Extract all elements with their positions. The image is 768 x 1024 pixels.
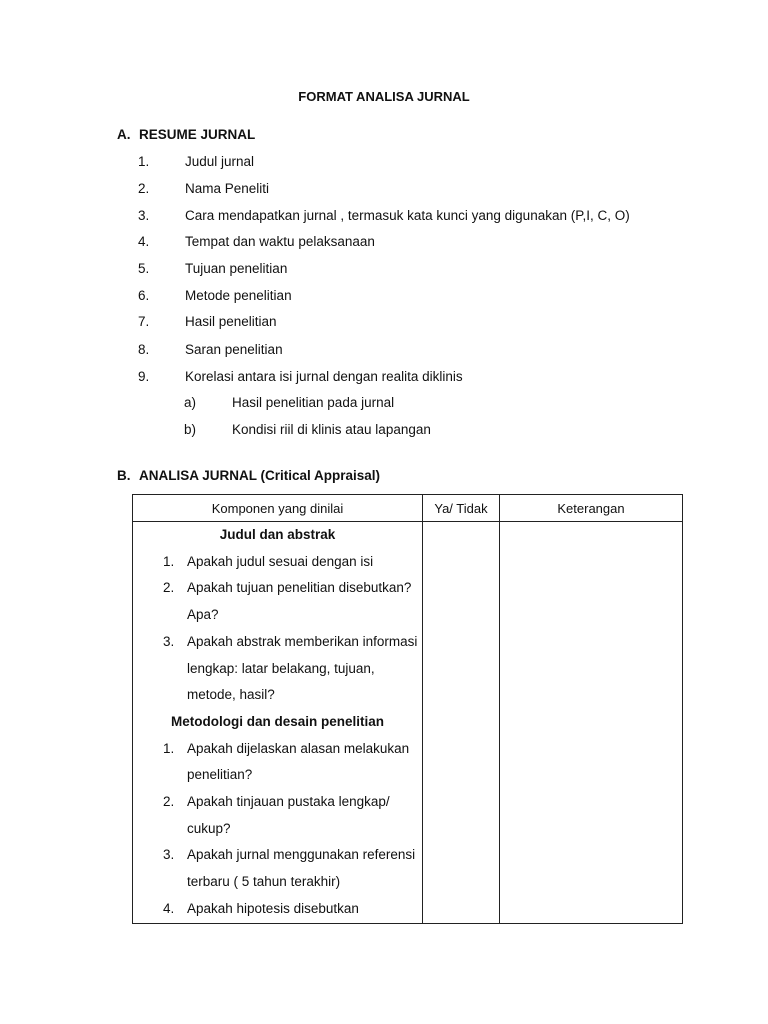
item-number: 8. [138, 342, 150, 357]
resume-item [138, 208, 630, 223]
question-item [133, 575, 422, 628]
item-number: 3. [138, 208, 150, 223]
keterangan-cell[interactable] [500, 522, 683, 924]
question-number: 3. [163, 633, 175, 649]
group-title: Judul dan abstrak [219, 527, 336, 542]
section-b-title: ANALISA JURNAL (Critical Appraisal) [139, 468, 381, 483]
header-komponen: Komponen yang dinilai [133, 495, 423, 522]
resume-item [138, 154, 254, 169]
subitem-letter: a) [184, 395, 197, 410]
subitem-text: Hasil penelitian pada jurnal [232, 395, 395, 410]
question-item [133, 789, 422, 842]
question-text: Apakah jurnal menggunakan referensi terbaru ( 5 tahun terakhir) [187, 847, 416, 890]
header-ya-tidak: Ya/ Tidak [423, 495, 500, 522]
section-a-title: RESUME JURNAL [139, 127, 256, 142]
question-item [133, 549, 422, 576]
question-text: Apakah judul sesuai dengan isi [187, 553, 374, 569]
question-text: Apakah tujuan penelitian disebutkan? Apa? [187, 580, 412, 623]
item-text: Cara mendapatkan jurnal , termasuk kata kunci yang digunakan (P,I, C, O) [185, 208, 630, 223]
question-number: 3. [163, 847, 175, 863]
item-text: Korelasi antara isi jurnal dengan realita diklinis [185, 369, 463, 384]
item-number: 6. [138, 288, 150, 303]
document-title: FORMAT ANALISA JURNAL [298, 89, 470, 104]
resume-subitem [184, 395, 394, 410]
item-number: 5. [138, 261, 150, 276]
resume-item [138, 261, 287, 276]
item-text: Tempat dan waktu pelaksanaan [185, 234, 375, 249]
resume-item [138, 288, 292, 303]
resume-item [138, 314, 277, 329]
question-item [133, 629, 422, 709]
resume-subitem [184, 422, 431, 437]
subitem-letter: b) [184, 422, 197, 437]
subitem-text: Kondisi riil di klinis atau lapangan [232, 422, 431, 437]
resume-item [138, 181, 269, 196]
item-text: Saran penelitian [185, 342, 283, 357]
question-text: Apakah dijelaskan alasan melakukan penelitian? [187, 740, 410, 783]
item-number: 7. [138, 314, 150, 329]
header-keterangan: Keterangan [500, 495, 683, 522]
question-item [133, 736, 422, 789]
question-number: 2. [163, 794, 175, 810]
item-number: 4. [138, 234, 150, 249]
resume-item [138, 234, 375, 249]
komponen-cell [133, 522, 423, 924]
section-a-letter: A. [117, 127, 131, 142]
question-item [133, 842, 422, 895]
item-number: 9. [138, 369, 150, 384]
resume-item [138, 369, 463, 384]
question-text: Apakah abstrak memberikan informasi lengkap: latar belakang, tujuan, metode, hasil? [187, 633, 418, 703]
question-list [133, 736, 422, 923]
resume-item [138, 342, 283, 357]
item-text: Nama Peneliti [185, 181, 270, 196]
question-number: 4. [163, 900, 175, 916]
table-header-row [133, 495, 683, 522]
item-number: 1. [138, 154, 150, 169]
item-text: Tujuan penelitian [185, 261, 288, 276]
question-item [133, 896, 422, 923]
table-row [133, 522, 683, 924]
question-number: 1. [163, 553, 175, 569]
item-number: 2. [138, 181, 150, 196]
section-a-heading [117, 127, 255, 142]
ya-tidak-cell[interactable] [423, 522, 500, 924]
question-list [133, 549, 422, 709]
appraisal-table [132, 494, 683, 924]
question-text: Apakah tinjauan pustaka lengkap/ cukup? [187, 794, 390, 836]
question-number: 2. [163, 580, 175, 596]
item-text: Hasil penelitian [185, 314, 277, 329]
item-text: Metode penelitian [185, 288, 292, 303]
section-b-heading [117, 468, 380, 483]
group-title: Metodologi dan desain penelitian [170, 713, 384, 729]
section-b-letter: B. [117, 468, 131, 483]
question-number: 1. [163, 740, 175, 756]
item-text: Judul jurnal [185, 154, 255, 169]
question-text: Apakah hipotesis disebutkan [187, 900, 359, 916]
